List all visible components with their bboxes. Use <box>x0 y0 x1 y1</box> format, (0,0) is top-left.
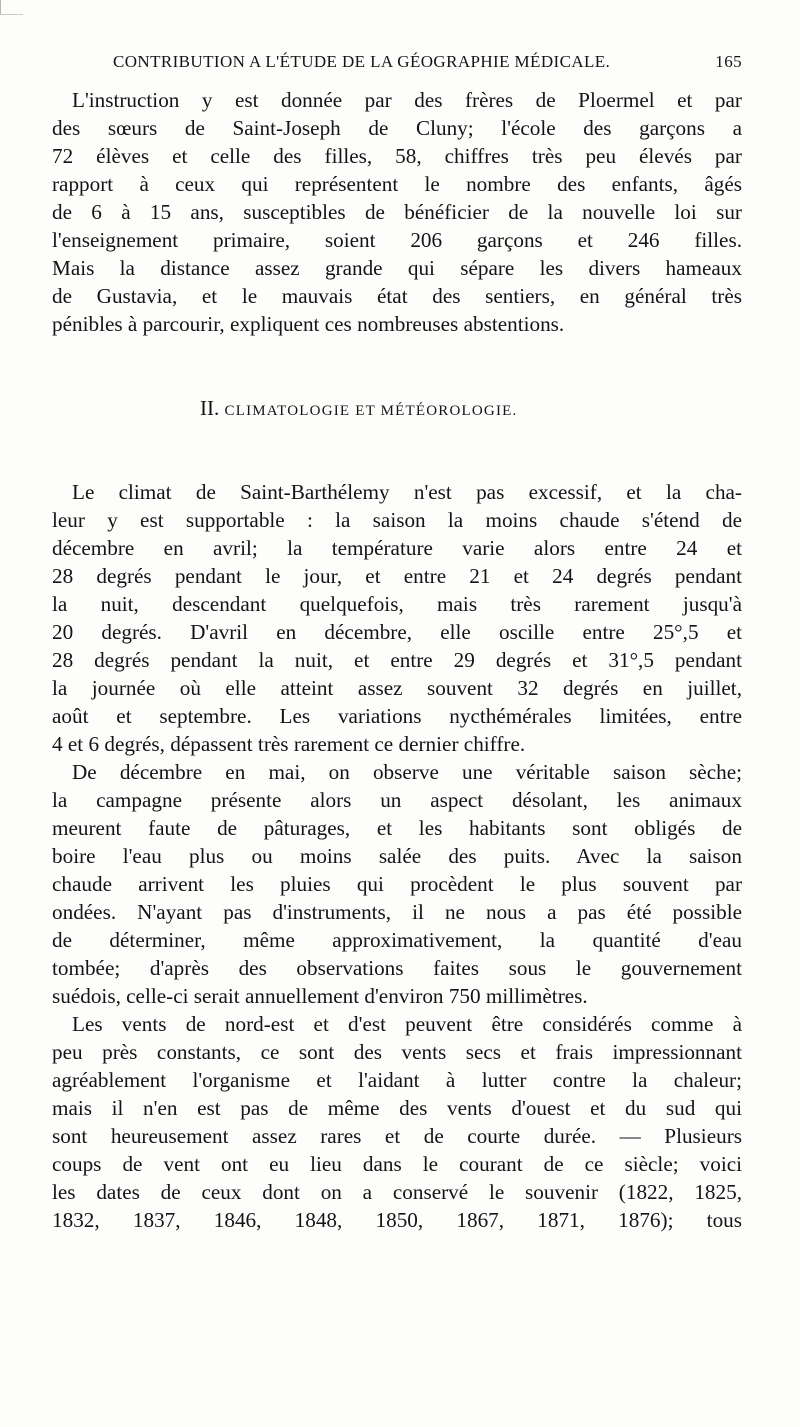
text-line: 28 degrés pendant la nuit, et entre 29 degrés et 31°,5 pendant <box>52 648 742 672</box>
climate-section-body <box>52 478 742 1234</box>
text-line: 20 degrés. D'avril en décembre, elle oscille entre 25°,5 et <box>52 620 742 644</box>
text-line: 4 et 6 degrés, dépassent très rarement ce dernier chiffre. <box>52 732 526 756</box>
text-line: les dates de ceux dont on a conservé le souvenir (1822, 1825, <box>52 1180 742 1204</box>
text-line: De décembre en mai, on observe une véritable saison sèche; <box>72 760 742 784</box>
text-line: rapport à ceux qui représentent le nombre des enfants, âgés <box>52 172 742 196</box>
scan-corner-mark <box>0 0 23 15</box>
text-line: Mais la distance assez grande qui sépare les divers hameaux <box>52 256 742 280</box>
text-line: de Gustavia, et le mauvais état des sentiers, en général très <box>52 284 742 308</box>
text-line: août et septembre. Les variations nycthémérales limitées, entre <box>52 704 742 728</box>
text-line: sont heureusement assez rares et de courte durée. — Plusieurs <box>52 1124 742 1148</box>
text-line: mais il n'en est pas de même des vents d'ouest et du sud qui <box>52 1096 742 1120</box>
text-line: la campagne présente alors un aspect désolant, les animaux <box>52 788 742 812</box>
text-line: de 6 à 15 ans, susceptibles de bénéficier de la nouvelle loi sur <box>52 200 742 224</box>
text-line: décembre en avril; la température varie alors entre 24 et <box>52 536 742 560</box>
text-line: meurent faute de pâturages, et les habitants sont obligés de <box>52 816 742 840</box>
text-line: de déterminer, même approximativement, la quantité d'eau <box>52 928 742 952</box>
text-line: chaude arrivent les pluies qui procèdent le plus souvent par <box>52 872 742 896</box>
page-number: 165 <box>715 52 742 71</box>
text-line: 28 degrés pendant le jour, et entre 21 et 24 degrés pendant <box>52 564 742 588</box>
section-heading <box>200 393 517 423</box>
text-line: l'enseignement primaire, soient 206 garçons et 246 filles. <box>52 228 742 252</box>
text-line: pénibles à parcourir, expliquent ces nombreuses abstentions. <box>52 312 565 336</box>
text-line: 72 élèves et celle des filles, 58, chiffres très peu élevés par <box>52 144 742 168</box>
text-line: peu près constants, ce sont des vents secs et frais impressionnant <box>52 1040 742 1064</box>
text-line: Les vents de nord-est et d'est peuvent être considérés comme à <box>72 1012 742 1036</box>
running-head-title: CONTRIBUTION A L'ÉTUDE DE LA GÉOGRAPHIE MÉDICALE. <box>113 52 611 71</box>
running-head <box>113 50 742 74</box>
section-title: CLIMATOLOGIE ET MÉTÉOROLOGIE. <box>224 403 518 419</box>
text-line: L'instruction y est donnée par des frères de Ploermel et par <box>72 88 742 112</box>
text-line: leur y est supportable : la saison la moins chaude s'étend de <box>52 508 742 532</box>
text-line: suédois, celle-ci serait annuellement d'environ 750 millimètres. <box>52 984 588 1008</box>
section-number: II. <box>200 396 220 420</box>
text-line: Le climat de Saint-Barthélemy n'est pas excessif, et la cha- <box>72 480 742 504</box>
text-line: coups de vent ont eu lieu dans le courant de ce siècle; voici <box>52 1152 742 1176</box>
text-line: ondées. N'ayant pas d'instruments, il ne nous a pas été possible <box>52 900 742 924</box>
text-line: boire l'eau plus ou moins salée des puits. Avec la saison <box>52 844 742 868</box>
paragraph-instruction <box>52 86 742 338</box>
text-line: des sœurs de Saint-Joseph de Cluny; l'école des garçons a <box>52 116 742 140</box>
text-line: tombée; d'après des observations faites sous le gouvernement <box>52 956 742 980</box>
text-line: la journée où elle atteint assez souvent 32 degrés en juillet, <box>52 676 742 700</box>
text-line: la nuit, descendant quelquefois, mais très rarement jusqu'à <box>52 592 742 616</box>
text-line: 1832, 1837, 1846, 1848, 1850, 1867, 1871, 1876); tous <box>52 1208 742 1232</box>
text-line: agréablement l'organisme et l'aidant à lutter contre la chaleur; <box>52 1068 742 1092</box>
